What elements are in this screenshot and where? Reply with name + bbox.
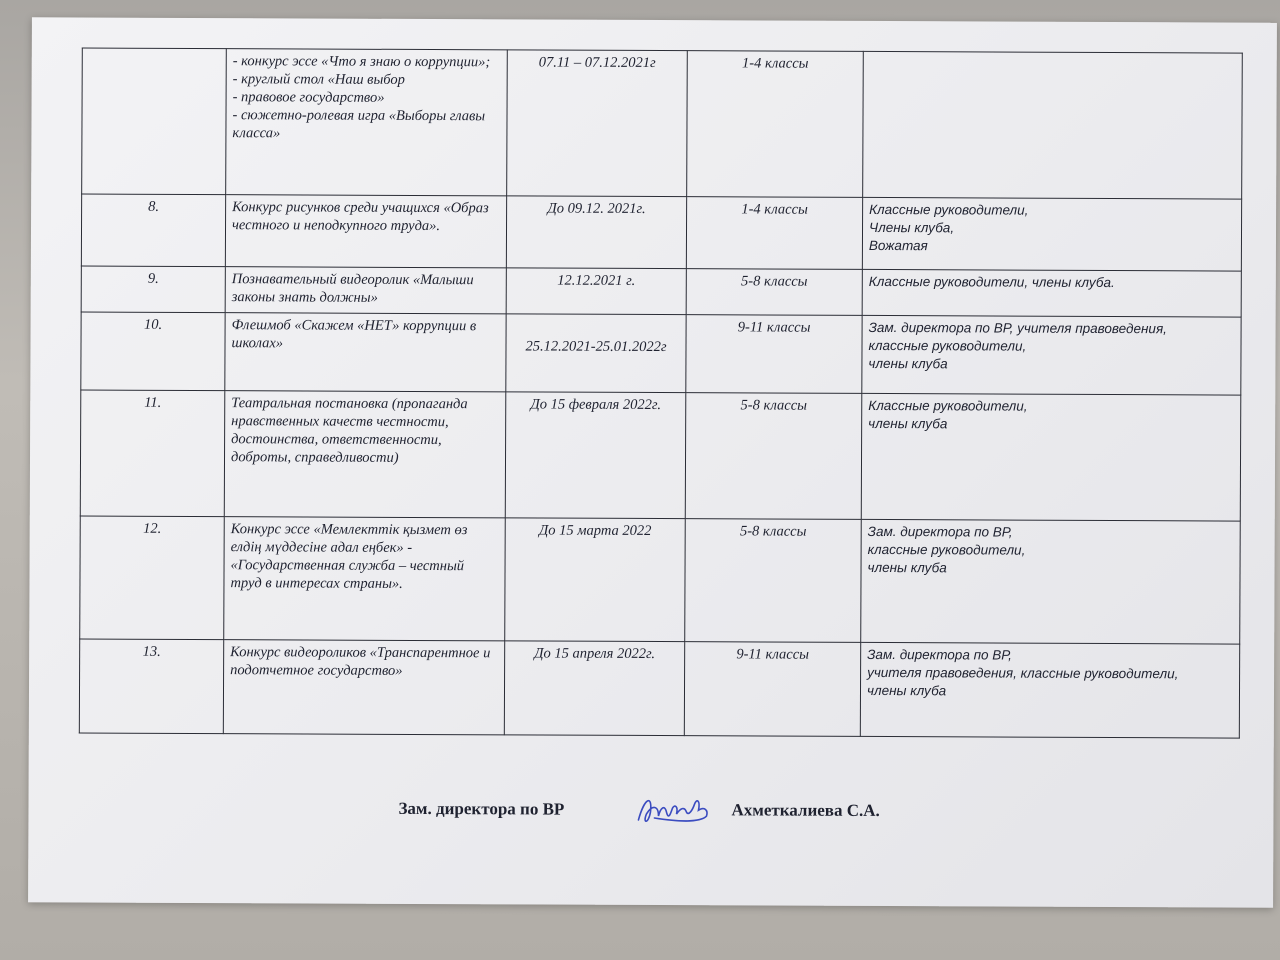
event-line: Театральная постановка (пропаганда нравственных качеств честности, достоинства, ответственности, доброты, справедливости) <box>230 395 468 466</box>
signatory-name: Ахметкалиева С.А. <box>731 800 880 820</box>
responsible-line: Члены клуба, <box>868 219 955 236</box>
event-date-text: До 15 февраля 2022г. <box>530 396 662 414</box>
event-date <box>506 314 686 393</box>
responsible-line: Зам. директора по ВР, учителя правоведения, <box>868 319 1167 337</box>
responsible-persons <box>863 51 1243 199</box>
event-description <box>226 49 508 196</box>
event-date-text: 12.12.2021 г. <box>557 272 636 289</box>
responsible-line: члены клуба <box>868 415 948 432</box>
responsible-persons <box>862 315 1241 395</box>
event-date <box>506 268 686 315</box>
row-number: 10. <box>81 312 225 391</box>
responsible-line: члены клуба <box>866 682 947 699</box>
target-classes: 9-11 классы <box>684 642 860 737</box>
responsible-line: Классные руководители, <box>868 397 1028 414</box>
event-line: - сюжетно-ролевая игра «Выборы главы класса» <box>232 107 486 142</box>
row-number: 9. <box>81 266 225 313</box>
event-line: Конкурс рисунков среди учащихся «Образ честного и неподкупного труда». <box>231 199 489 235</box>
event-date <box>507 50 688 197</box>
row-number: 12. <box>80 516 225 640</box>
event-date <box>504 641 684 736</box>
responsible-line: Вожатая <box>868 237 928 254</box>
event-date-text: 25.12.2021-25.01.2022г <box>525 338 667 356</box>
table-row <box>79 639 1239 738</box>
table-row <box>80 516 1241 644</box>
row-number <box>82 48 227 195</box>
event-description <box>225 195 506 268</box>
responsible-line: учителя правоведения, классные руководители, <box>867 664 1179 682</box>
row-number: 11. <box>80 390 225 517</box>
responsible-line: Зам. директора по ВР, <box>867 646 1012 663</box>
responsible-line: Зам. директора по ВР, <box>867 523 1013 540</box>
target-classes: 1-4 классы <box>686 197 862 270</box>
event-line: Познавательный видеоролик «Малыши законы знать должны» <box>231 271 474 306</box>
row-number: 8. <box>81 194 225 267</box>
event-description <box>225 313 506 392</box>
event-line: - правовое государство» <box>232 89 385 106</box>
handwritten-signature <box>634 790 714 832</box>
event-date-text: 07.11 – 07.12.2021г <box>538 54 656 72</box>
responsible-persons <box>862 269 1241 317</box>
row-number: 13. <box>79 639 223 734</box>
event-line: - круглый стол «Наш выбор <box>232 71 405 88</box>
event-date-text: До 09.12. 2021г. <box>547 200 646 217</box>
table-row <box>81 312 1241 395</box>
target-classes: 1-4 классы <box>687 51 864 198</box>
document-page <box>28 17 1277 907</box>
event-date-text: До 15 марта 2022 <box>539 522 652 539</box>
target-classes: 9-11 классы <box>686 315 862 394</box>
event-line: Флешмоб «Скажем «НЕТ» коррупции в школах» <box>231 317 477 352</box>
event-line: - конкурс эссе «Что я знаю о коррупции»; <box>232 53 491 71</box>
event-description <box>225 267 506 314</box>
event-description <box>224 517 506 641</box>
target-classes: 5-8 классы <box>685 393 862 520</box>
event-date-text: До 15 апреля 2022г. <box>534 645 656 663</box>
event-date <box>505 392 686 519</box>
event-plan-table <box>79 48 1243 739</box>
responsible-persons <box>861 519 1241 644</box>
target-classes: 5-8 классы <box>685 519 862 643</box>
responsible-line: классные руководители, <box>868 337 1027 354</box>
event-description <box>223 640 504 735</box>
target-classes: 5-8 классы <box>686 269 862 316</box>
table-row <box>81 266 1241 317</box>
responsible-persons <box>860 642 1239 738</box>
event-line: Конкурс эссе «Мемлекттік қызмет өз елдің мүддесіне адал еңбек» - «Государственная служба – честный труд в интересах страны». <box>230 521 468 592</box>
table-row <box>81 194 1241 271</box>
event-date <box>506 196 686 269</box>
table-row <box>82 48 1243 199</box>
responsible-line: члены клуба <box>867 559 947 576</box>
responsible-persons <box>861 393 1241 521</box>
event-description <box>224 391 506 518</box>
event-plan-body <box>79 48 1242 738</box>
responsible-persons <box>862 197 1241 271</box>
signatory-position: Зам. директора по ВР <box>398 798 565 819</box>
responsible-line: классные руководители, <box>867 541 1026 558</box>
responsible-line: Классные руководители, <box>869 201 1029 218</box>
table-row <box>80 390 1241 521</box>
event-date <box>505 518 686 642</box>
event-line: Конкурс видеороликов «Транспарентное и подотчетное государство» <box>230 644 491 679</box>
responsible-line: члены клуба <box>868 355 948 372</box>
responsible-line: Классные руководители, члены клуба. <box>868 273 1115 291</box>
